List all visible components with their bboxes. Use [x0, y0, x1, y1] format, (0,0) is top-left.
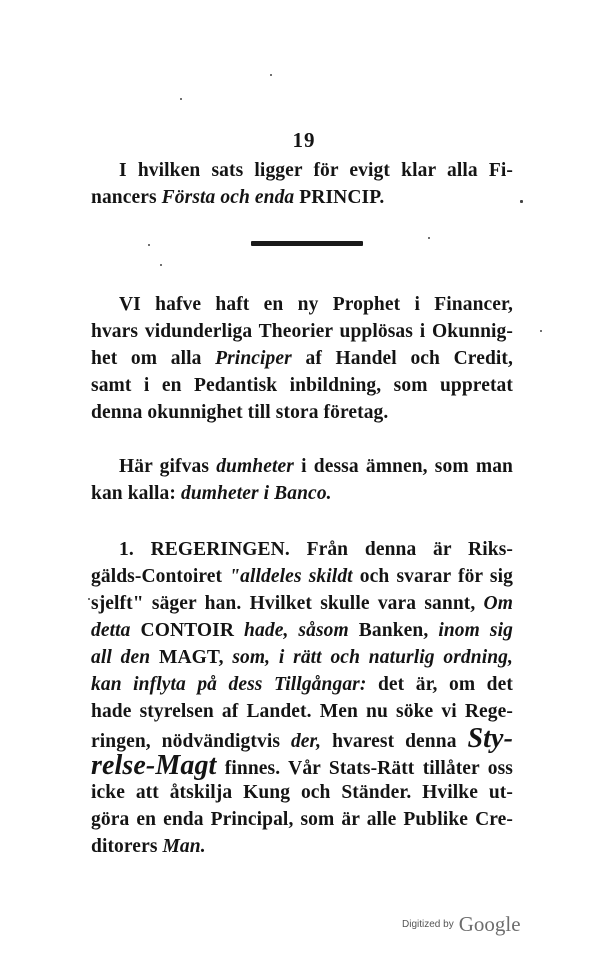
paragraph-2-line-1 [119, 453, 513, 480]
paragraph-1-line-5: denna okunnighet till stora företag. [91, 402, 389, 423]
paragraph-text: Banken, [348, 620, 439, 641]
digitization-watermark [402, 912, 521, 937]
paragraph-emphasis: "alldeles skildt [229, 566, 353, 587]
watermark-label: Digitized by [402, 919, 454, 930]
paragraph-text: sjelft" säger han. Hvilket skulle vara sannt, [91, 593, 484, 614]
paragraph-1-line-2: hvars vidunderliga Theorier upplösas i Okunnig- [91, 321, 513, 342]
paragraph-emphasis: dumheter [216, 456, 294, 477]
paragraph-text: Här gifvas [119, 456, 217, 477]
paragraph-1-line-1: VI hafve haft en ny Prophet i Financer, [119, 294, 513, 315]
paragraph-text: het om alla [91, 348, 216, 369]
paragraph-emphasis: Om [483, 593, 513, 614]
scan-speck [540, 330, 542, 332]
paragraph-3-line-4 [91, 617, 513, 644]
paragraph-3-line-10: icke att åtskilja Kung och Ständer. Hvilke ut- [91, 782, 513, 803]
paragraph-3-line-9 [91, 752, 513, 782]
paragraph-emphasis: som, i rätt och naturlig ordning, [232, 647, 513, 668]
paragraph-emphasis: detta [91, 620, 131, 641]
scan-speck [428, 237, 430, 239]
scan-speck [88, 598, 90, 600]
paragraph-emphasis: Principer [215, 348, 292, 369]
paragraph-text: hvarest denna [321, 731, 468, 752]
paragraph-emphasis: kan inflyta på dess Tillgångar: [91, 674, 367, 695]
heading-text: nancers [91, 187, 162, 208]
large-emphasis-term: relse-Magt [91, 750, 217, 781]
paragraph-1-line-3 [91, 345, 513, 372]
paragraph-3-line-1: 1. REGERINGEN. Från denna är Riks- [119, 539, 513, 560]
watermark-brand: Google [458, 912, 521, 936]
paragraph-text: ringen, nödvändigtvis [91, 731, 291, 752]
paragraph-3-line-3 [91, 590, 513, 617]
paragraph-3-line-11: göra en enda Principal, som är alle Publike Cre- [91, 809, 513, 830]
section-divider [251, 241, 363, 246]
scan-speck [148, 244, 150, 246]
paragraph-2-line-2 [91, 480, 513, 507]
scan-speck [520, 200, 523, 203]
paragraph-3-line-5 [91, 644, 513, 671]
paragraph-text: af Handel och Credit, [291, 348, 513, 369]
heading-line-2 [91, 184, 513, 211]
paragraph-emphasis: inom sig [438, 620, 513, 641]
scan-speck [180, 98, 182, 100]
heading-emphasis: Första och enda [161, 187, 295, 208]
paragraph-3-line-6 [91, 671, 513, 698]
paragraph-3-line-12 [91, 833, 513, 860]
paragraph-emphasis: der, [290, 731, 322, 752]
scan-speck [270, 74, 272, 76]
paragraph-text: i dessa ämnen, som man [293, 456, 513, 477]
paragraph-1-line-4: samt i en Pedantisk inbildning, som uppretat [91, 375, 513, 396]
paragraph-emphasis: dumheter i Banco. [180, 483, 332, 504]
paragraph-emphasis: hade, såsom [244, 620, 349, 641]
large-emphasis-term: Sty- [467, 723, 513, 754]
paragraph-text: kan kalla: [91, 483, 181, 504]
page-number: 19 [292, 128, 316, 152]
paragraph-text: gälds-Contoiret [91, 566, 230, 587]
heading-line-1: I hvilken sats ligger för evigt klar alla Fi- [119, 160, 513, 181]
paragraph-text: det är, om det [366, 674, 513, 695]
paragraph-emphasis: Man. [162, 836, 206, 857]
paragraph-text: MAGT, [150, 647, 233, 668]
paragraph-text: finnes. Vår Stats-Rätt tillåter oss [216, 758, 513, 779]
paragraph-emphasis: all den [91, 647, 151, 668]
paragraph-text: CONTOIR [130, 620, 245, 641]
paragraph-text: ditorers [91, 836, 163, 857]
paragraph-3-line-7: hade styrelsen af Landet. Men nu söke vi Rege- [91, 701, 513, 722]
paragraph-3-line-2 [91, 563, 513, 590]
heading-text: PRINCIP. [294, 187, 385, 208]
scan-speck [160, 264, 162, 266]
paragraph-text: och svarar för sig [352, 566, 513, 587]
